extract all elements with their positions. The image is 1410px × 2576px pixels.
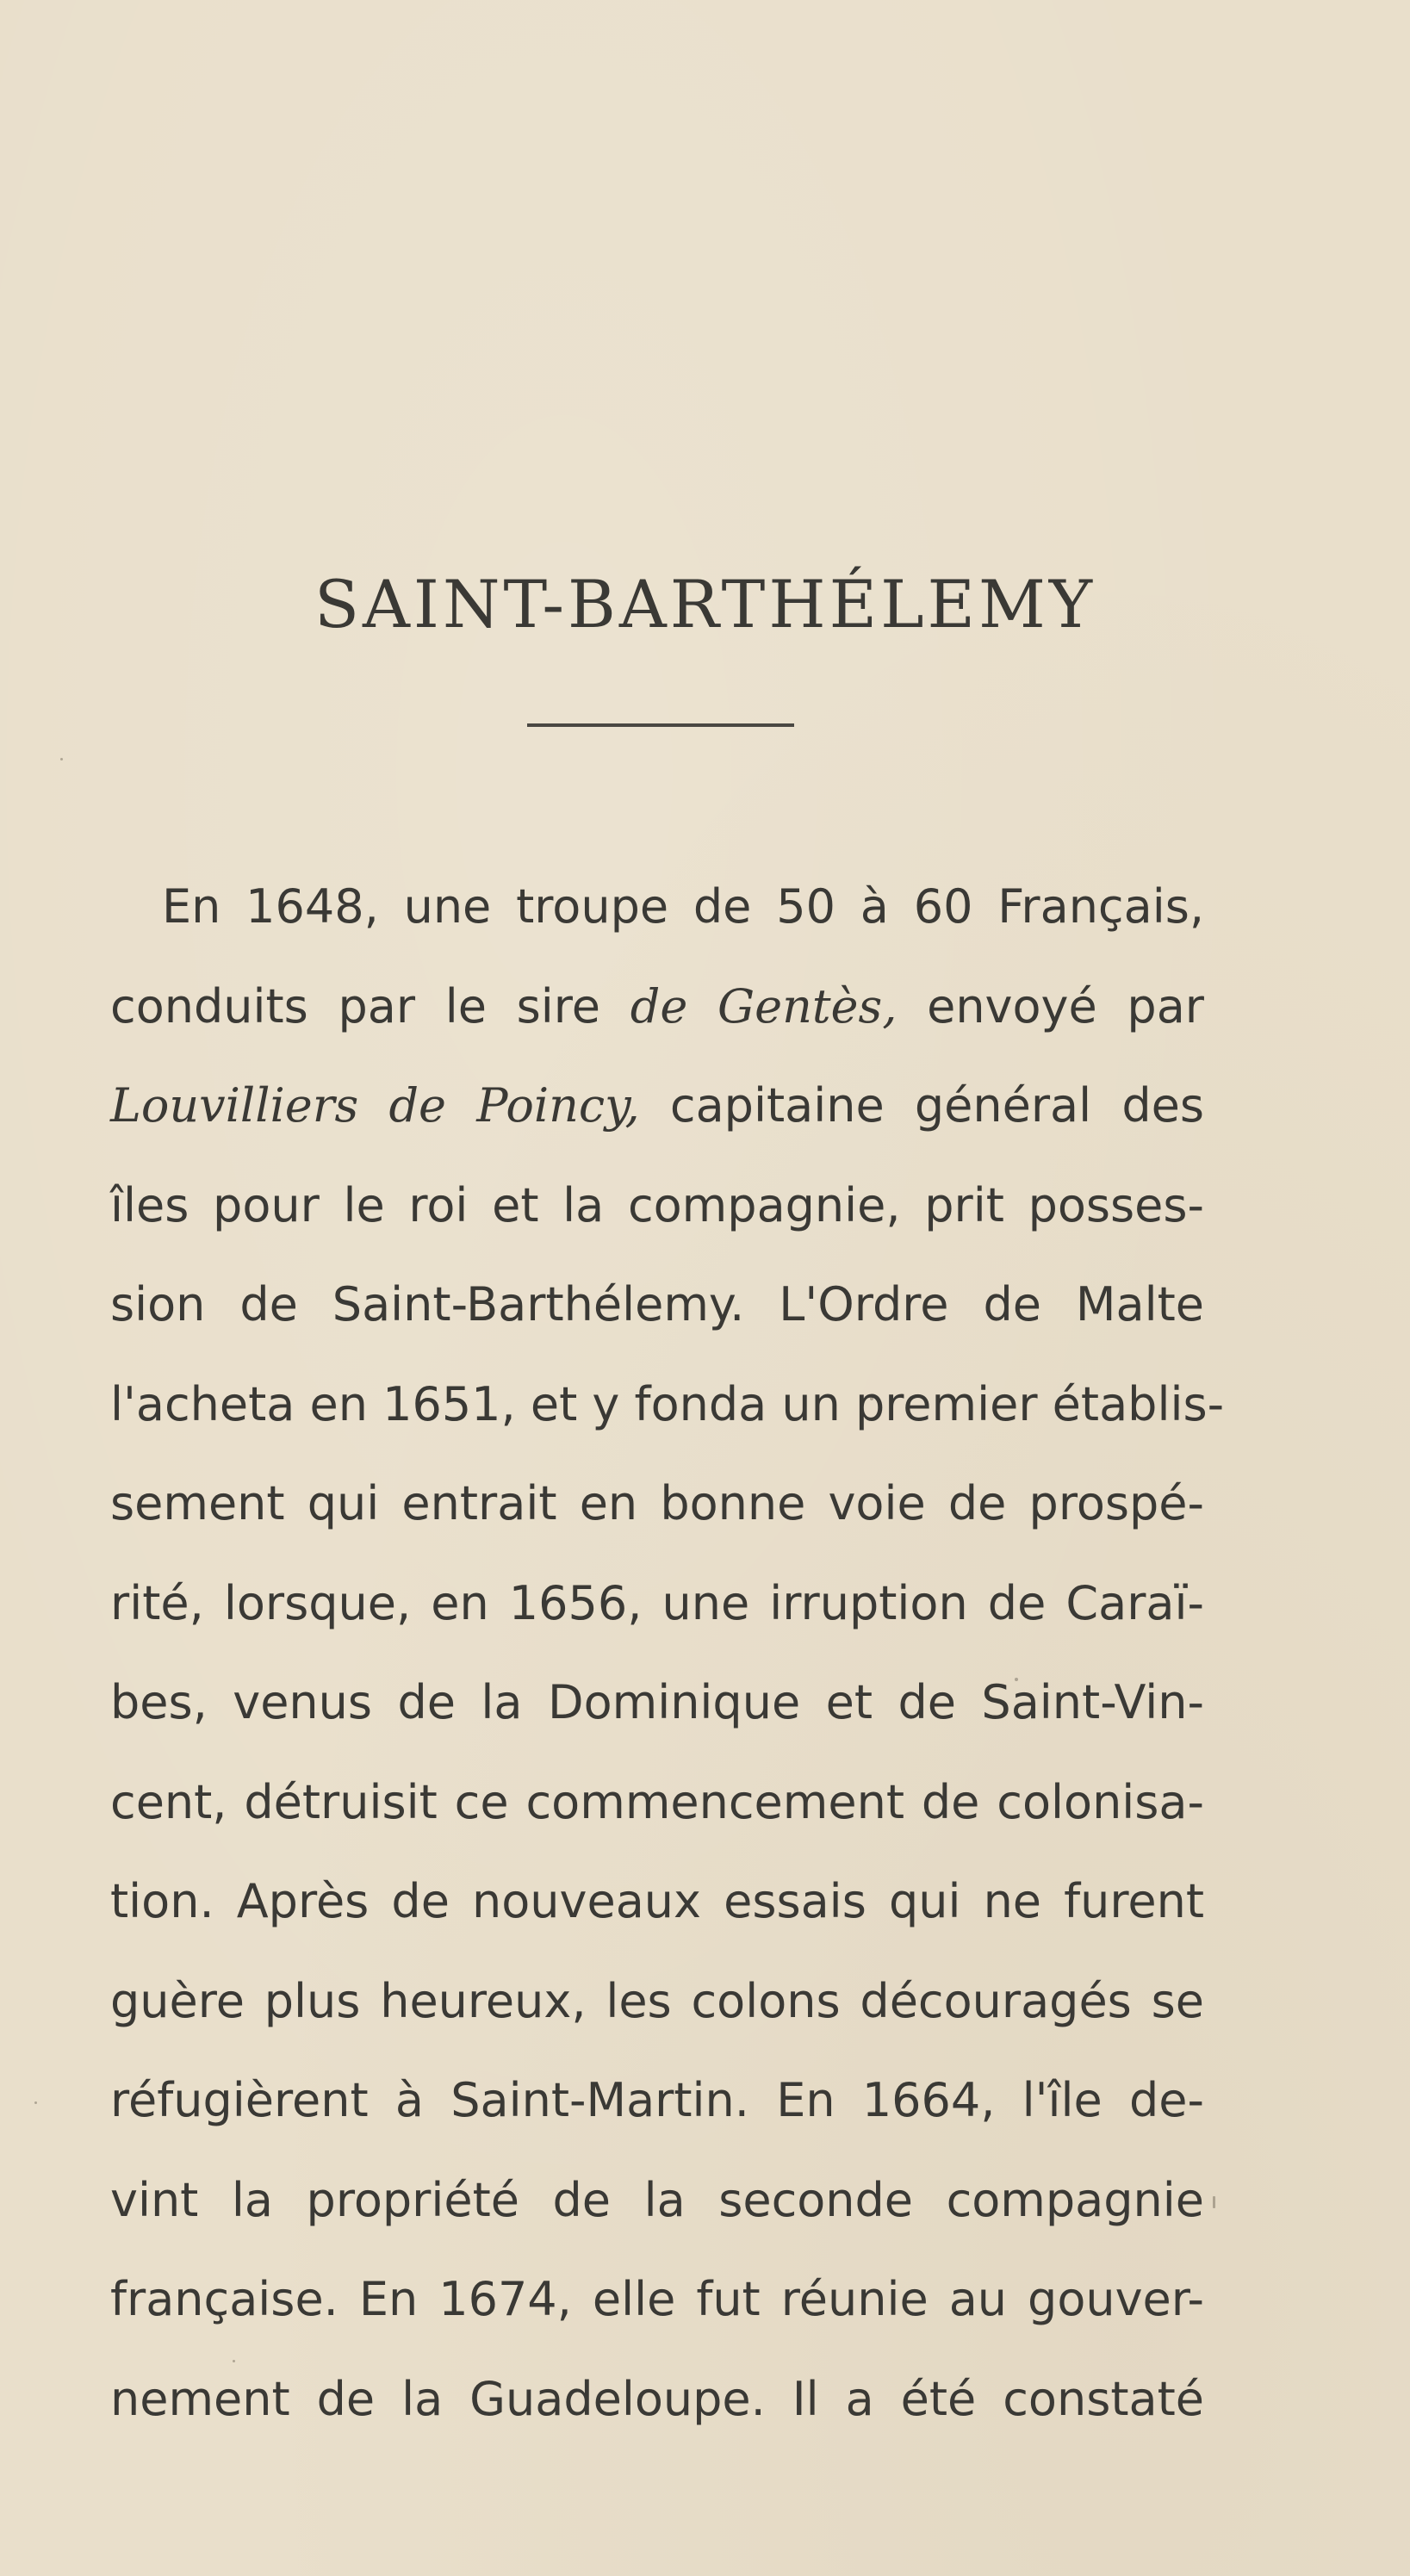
body-text [110, 857, 1225, 2449]
speck [60, 758, 63, 760]
title-divider [527, 723, 794, 727]
text-line [110, 957, 1204, 1057]
page-title: SAINT-BARTHÉLEMY [314, 566, 1096, 642]
text-segment: conduits par le sire [110, 978, 601, 1034]
text-line: îles pour le roi et la compagnie, prit posses- [110, 1177, 1204, 1232]
italic-name: Louvilliers de Poincy, [110, 1078, 640, 1133]
text-line: bes, venus de la Dominique et de Saint-Vin- [110, 1675, 1204, 1729]
text-line: sion de Saint-Barthélemy. L'Ordre de Malte [110, 1277, 1204, 1331]
text-line: tion. Après de nouveaux essais qui ne furent [110, 1874, 1204, 1928]
text-line: sement qui entrait en bonne voie de prospé- [110, 1476, 1204, 1530]
speck [1213, 2196, 1215, 2208]
text-line: rité, lorsque, en 1656, une irruption de Caraï- [110, 1575, 1204, 1630]
speck [34, 2101, 37, 2104]
text-line: En 1648, une troupe de 50 à 60 Français, [162, 879, 1204, 934]
text-line: réfugièrent à Saint-Martin. En 1664, l'île de- [110, 2073, 1204, 2127]
text-line [110, 1056, 1204, 1156]
text-segment: envoyé par [927, 978, 1204, 1034]
text-segment: capitaine général des [669, 1078, 1204, 1133]
text-line: l'acheta en 1651, et y fonda un premier établis- [110, 1376, 1225, 1431]
text-line: cent, détruisit ce commencement de colonisa- [110, 1774, 1204, 1829]
text-line: guère plus heureux, les colons découragés se [110, 1973, 1204, 2028]
italic-name: de Gentès, [630, 978, 898, 1034]
text-line: vint la propriété de la seconde compagnie [110, 2172, 1204, 2227]
text-line: nement de la Guadeloupe. Il a été constaté [110, 2371, 1204, 2426]
text-line: française. En 1674, elle fut réunie au gouver- [110, 2272, 1204, 2326]
